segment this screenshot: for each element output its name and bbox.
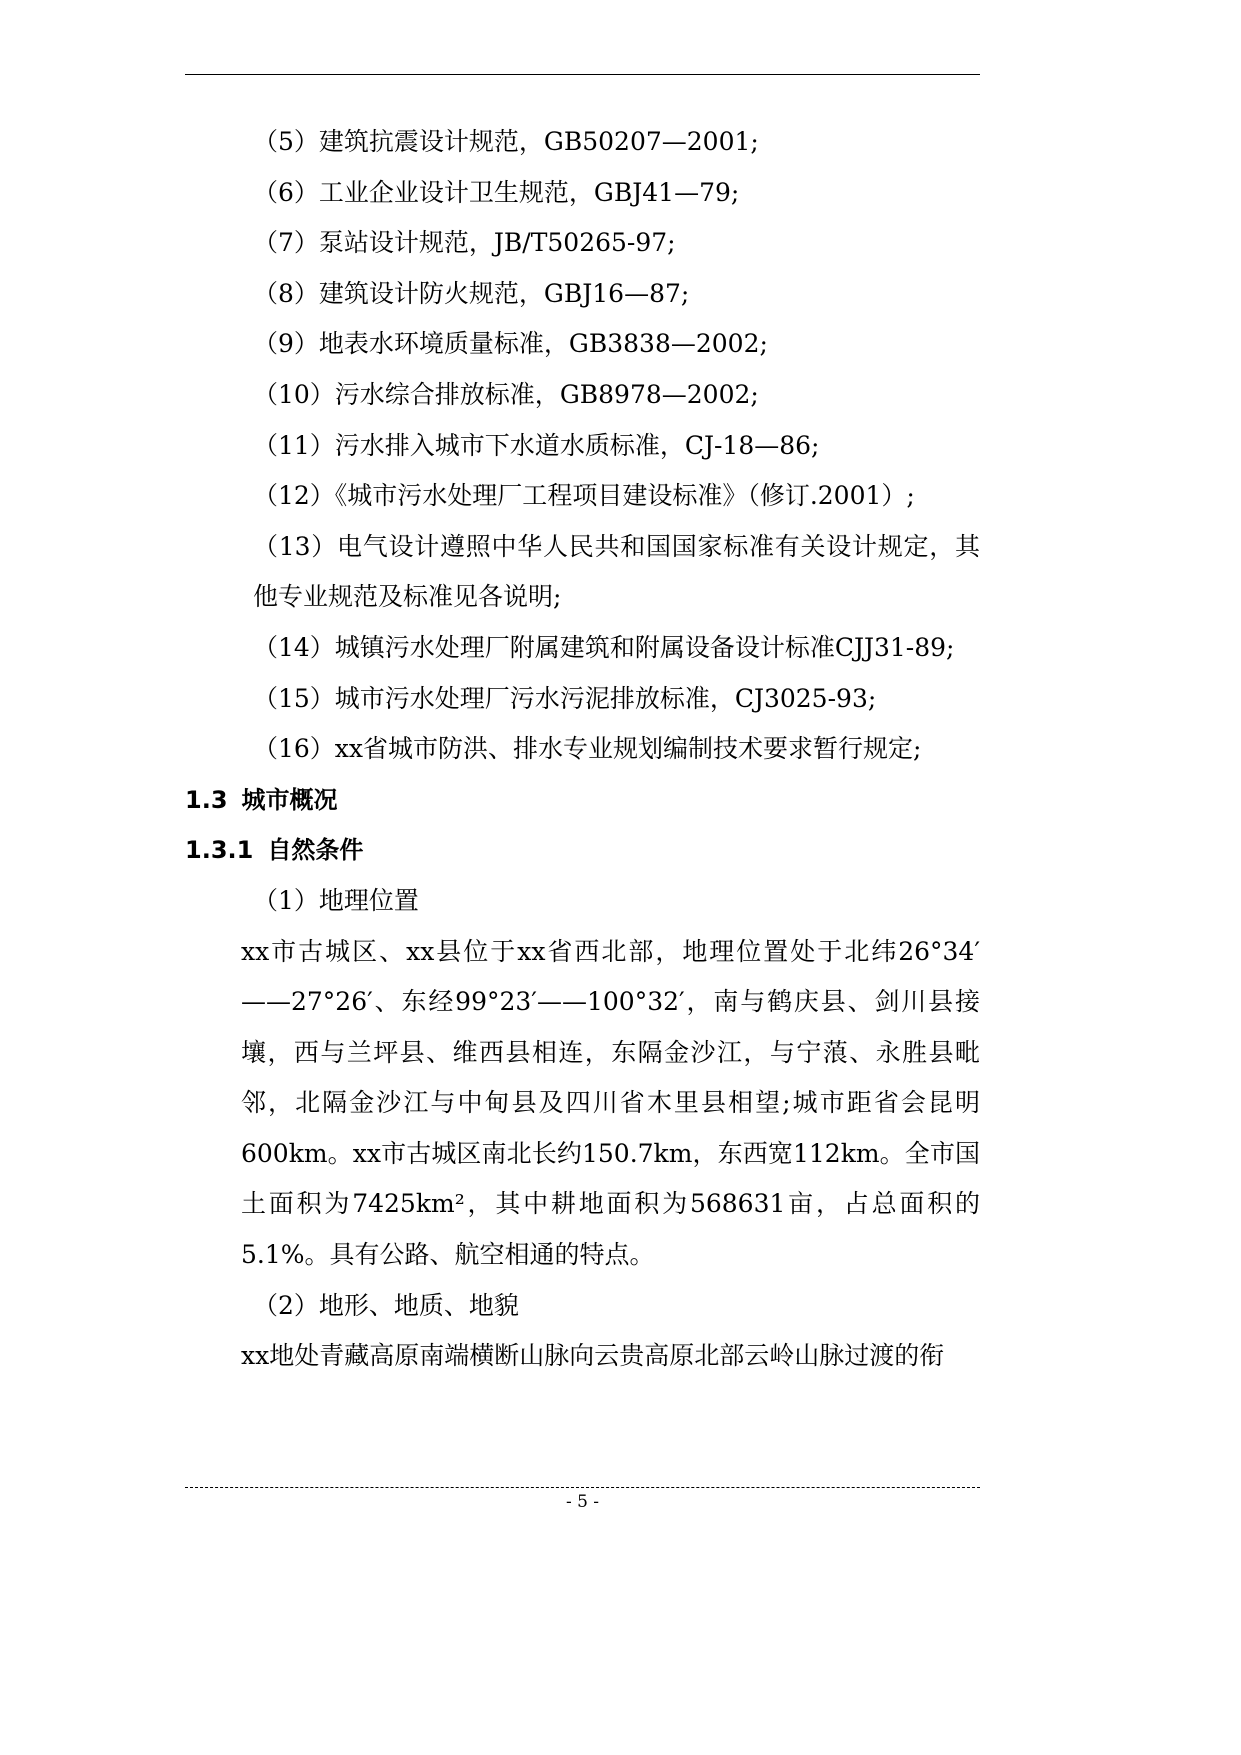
subsection-heading	[185, 825, 980, 876]
header-rule	[185, 74, 980, 75]
section-number: 1.3	[185, 785, 228, 814]
list-item: （13）电气设计遵照中华人民共和国国家标准有关设计规定，其他专业规范及标准见各说明;	[253, 531, 980, 612]
geo-paragraph: xx市古城区、xx县位于xx省西北部，地理位置处于北纬26°34′——27°26′、东经99°23′——100°32′，南与鹤庆县、剑川县接壤，西与兰坪县、维西县相连，东隔金沙江，与宁蒗、永胜县毗邻，北隔金沙江与中甸县及四川省木里县相望;城市距省会昆明600km。xx市古城区南北长约150.7km，东西宽112km。全市国土面积为7425km²，其中耕地面积为568631亩，占总面积的5.1%。具有公路、航空相通的特点。	[241, 936, 980, 1270]
section-title: 城市概况	[241, 785, 338, 814]
subsection-title: 自然条件	[267, 836, 364, 865]
footer-rule	[185, 1487, 980, 1488]
list-item: （7）泵站设计规范，JB/T50265-97;	[253, 228, 676, 258]
page-content	[185, 117, 980, 1382]
list-item: （9）地表水环境质量标准，GB3838—2002;	[253, 329, 768, 359]
geo-heading: （1）地理位置	[253, 885, 419, 915]
terrain-heading: （2）地形、地质、地貌	[253, 1290, 519, 1320]
list-item: （15）城市污水处理厂污水污泥排放标准，CJ3025-93;	[253, 683, 877, 713]
list-item: （10）污水综合排放标准，GB8978—2002;	[253, 379, 759, 409]
list-item: （12）《城市污水处理厂工程项目建设标准》（修订.2001）;	[253, 481, 915, 511]
subsection-number: 1.3.1	[185, 836, 254, 865]
terrain-paragraph: xx地处青藏高原南端横断山脉向云贵高原北部云岭山脉过渡的衔	[241, 1341, 945, 1371]
list-item: （8）建筑设计防火规范，GBJ16—87;	[253, 278, 690, 308]
list-item: （11）污水排入城市下水道水质标准，CJ-18—86;	[253, 430, 820, 460]
list-item: （5）建筑抗震设计规范，GB50207—2001;	[253, 127, 759, 156]
list-item: （14）城镇污水处理厂附属建筑和附属设备设计标准CJJ31-89;	[253, 632, 955, 662]
section-heading	[185, 775, 980, 826]
list-item: （6）工业企业设计卫生规范，GBJ41—79;	[253, 177, 740, 207]
list-item: （16）xx省城市防洪、排水专业规划编制技术要求暂行规定;	[253, 734, 922, 764]
page-number: - 5 -	[565, 1492, 600, 1512]
